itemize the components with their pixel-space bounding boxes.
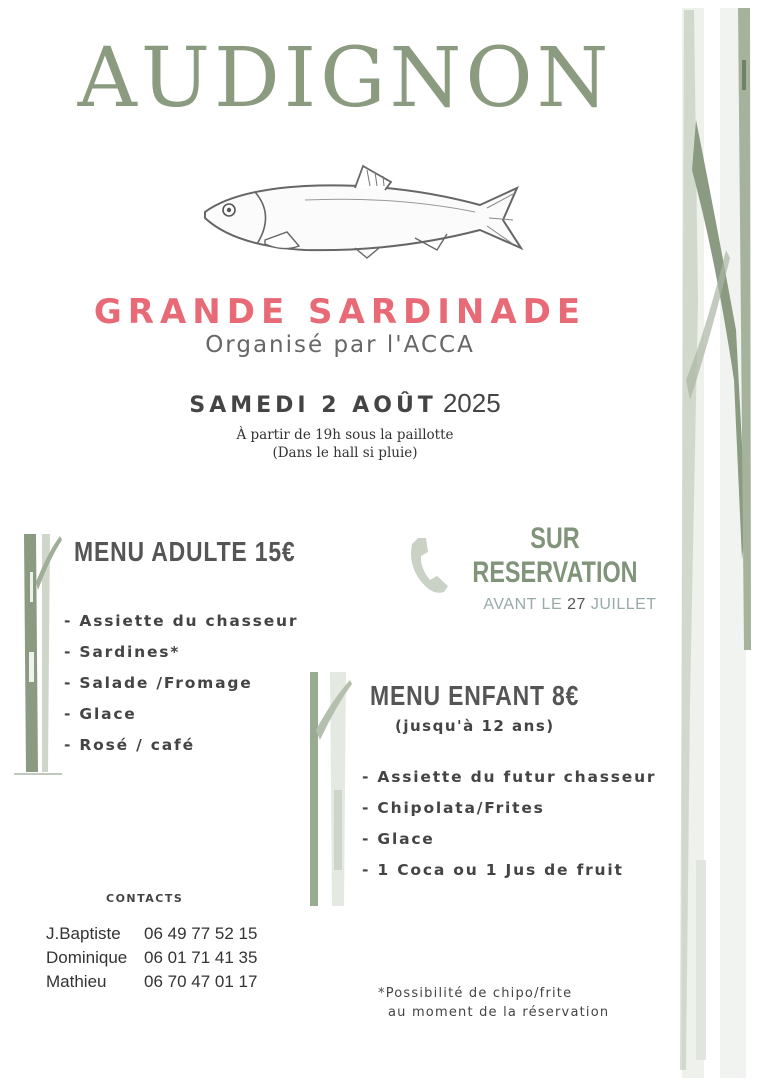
rain-note: (Dans le hall si pluie) [272, 445, 418, 461]
sardine-fish-illustration [195, 160, 530, 270]
child-menu-item: - Assiette du futur chasseur [362, 768, 657, 786]
event-year: 2025 [442, 388, 501, 418]
reservation-heading [458, 522, 653, 590]
contact-row [46, 922, 257, 946]
contacts-title: CONTACTS [106, 892, 184, 905]
reservation-deadline: AVANT LE 27 JUILLET [483, 596, 657, 613]
adult-menu-item: - Assiette du chasseur [64, 612, 299, 630]
child-menu-list [362, 762, 656, 886]
organizer-line: Organisé par l'ACCA [205, 332, 475, 358]
contact-row [46, 946, 257, 970]
contact-phone: 06 70 47 01 17 [144, 972, 258, 991]
contact-row [46, 970, 257, 994]
child-menu-item: - Chipolata/Frites [362, 799, 545, 817]
contacts-list [46, 922, 257, 994]
event-title: GRANDE SARDINADE [93, 292, 587, 332]
birch-trees-decoration [676, 0, 763, 1080]
event-time-info [0, 426, 690, 462]
footnote [378, 984, 609, 1022]
adult-menu-item: - Rosé / café [64, 736, 195, 754]
birch-tree-middle-decoration [306, 670, 360, 908]
event-date [0, 388, 690, 419]
contact-name: Dominique [46, 948, 128, 967]
birch-tree-left-decoration [12, 532, 64, 776]
contact-name: J.Baptiste [46, 924, 121, 943]
contact-phone: 06 49 77 52 15 [144, 924, 258, 943]
adult-menu-item: - Glace [64, 705, 137, 723]
adult-menu-list [64, 606, 298, 761]
reservation-line1: SUR [530, 522, 580, 555]
child-menu-age: (jusqu'à 12 ans) [395, 717, 555, 735]
deadline-day: 27 [567, 596, 586, 613]
adult-menu-item: - Sardines* [64, 643, 181, 661]
child-menu-title: MENU ENFANT 8€ [370, 680, 580, 711]
phone-icon [404, 534, 454, 598]
adult-menu-title: MENU ADULTE 15€ [74, 536, 296, 567]
reservation-line2: RESERVATION [472, 556, 638, 589]
contact-name: Mathieu [46, 972, 107, 991]
footnote-line2: au moment de la réservation [388, 1005, 610, 1020]
event-day: SAMEDI 2 AOÛT [189, 393, 437, 418]
child-menu-item: - Glace [362, 830, 435, 848]
child-menu-item: - 1 Coca ou 1 Jus de fruit [362, 861, 624, 879]
adult-menu-item: - Salade /Fromage [64, 674, 253, 692]
event-time: À partir de 19h sous la paillotte [236, 427, 454, 443]
contact-phone: 06 01 71 41 35 [144, 948, 258, 967]
page-title: AUDIGNON [77, 31, 613, 126]
footnote-line1: *Possibilité de chipo/frite [378, 986, 573, 1001]
